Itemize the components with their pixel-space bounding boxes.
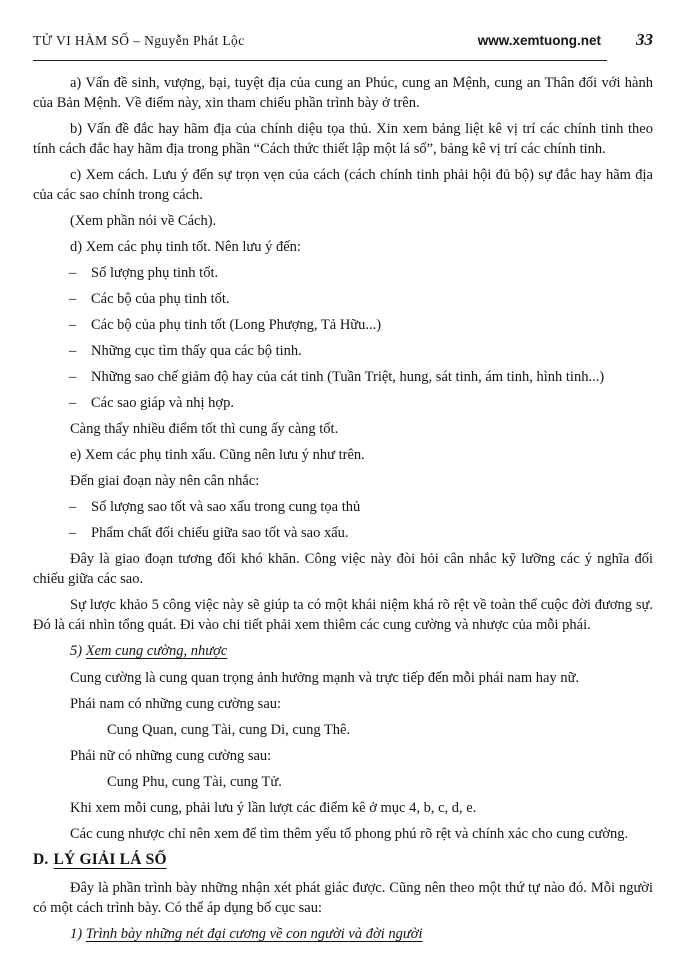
dash-marker: – bbox=[69, 265, 77, 281]
subsection-title: Trình bày những nét đại cương về con người và đời người bbox=[85, 926, 423, 942]
dash-marker: – bbox=[69, 317, 77, 333]
paragraph-a: a) Vấn đề sinh, vượng, bại, tuyệt địa của cung an Phúc, cung an Mệnh, cung an Thân đối với hành của Bản Mệnh. Về điểm này, xin tham chiếu phần trình bày ở trên. bbox=[33, 75, 653, 111]
section-title: LÝ GIẢI LÁ SỐ bbox=[53, 851, 167, 868]
paragraph-phai-nam: Phái nam có những cung cường sau: bbox=[70, 696, 282, 712]
list-item bbox=[33, 367, 653, 387]
website-url: www.xemtuong.net bbox=[477, 33, 601, 48]
paragraph-khi-xem: Khi xem mỗi cung, phải lưu ý lần lượt các điểm kê ở mục 4, b, c, d, e. bbox=[70, 800, 477, 816]
paragraph-c: c) Xem cách. Lưu ý đến sự trọn vẹn của cách (cách chính tinh phải hội đủ bộ) sự đắc hay hãm địa của các sao chính trong cách. bbox=[33, 167, 653, 203]
subsection-number: 1) bbox=[70, 926, 83, 942]
paragraph-cang-thay: Càng thấy nhiều điểm tốt thì cung ấy càng tốt. bbox=[70, 421, 339, 437]
paragraph-b: b) Vấn đề đắc hay hãm địa của chính diệu tọa thủ. Xin xem bảng liệt kê vị trí các chính tinh theo tính cách đắc hay hãm địa trong phần “Cách thức thiết lập một lá số”, bảng kê vị trí các chính tinh. bbox=[33, 121, 653, 157]
book-title: TỬ VI HÀM SỐ – Nguyễn Phát Lộc bbox=[33, 33, 245, 48]
paragraph-d: d) Xem các phụ tinh tốt. Nên lưu ý đến: bbox=[70, 239, 301, 255]
paragraph-su-luoc-khao: Sự lược khảo 5 công việc này sẽ giúp ta có một khái niệm khá rõ rệt về toàn thể cuộc đời đương sự. Đó là cái nhìn tổng quát. Đi vào chi tiết phải xem thiêm các cung cường và nhược của mỗi phái. bbox=[33, 597, 653, 633]
section-letter: D. bbox=[33, 851, 49, 868]
subsection-number: 5) bbox=[70, 643, 83, 659]
page-number: 33 bbox=[636, 30, 653, 49]
paragraph-cung-phu: Cung Phu, cung Tài, cung Tử. bbox=[107, 774, 282, 790]
list-item-text: Số lượng phụ tinh tốt. bbox=[91, 265, 219, 281]
header-rule bbox=[33, 60, 607, 61]
paragraph-day-la-phan: Đây là phần trình bày những nhận xét phát giác được. Cũng nên theo một thứ tự nào đó. Mỗi người có một cách trình bày. Có thể áp dụng bố cục sau: bbox=[33, 880, 653, 916]
subsection-heading-1 bbox=[33, 924, 653, 944]
list-item-text: Số lượng sao tốt và sao xấu trong cung tọa thủ bbox=[91, 499, 361, 515]
subsection-heading-5 bbox=[33, 641, 653, 661]
paragraph-den-giai-doan: Đến giai đoạn này nên cân nhắc: bbox=[70, 473, 260, 489]
subsection-title: Xem cung cường, nhược bbox=[85, 643, 228, 659]
list-item bbox=[33, 289, 653, 309]
paragraph-e: e) Xem các phụ tinh xấu. Cũng nên lưu ý như trên. bbox=[70, 447, 365, 463]
section-heading-d bbox=[33, 850, 653, 870]
list-item bbox=[33, 497, 653, 517]
paragraph-phai-nu: Phái nữ có những cung cường sau: bbox=[70, 748, 272, 764]
dash-marker: – bbox=[69, 395, 77, 411]
dash-marker: – bbox=[69, 499, 77, 515]
dash-marker: – bbox=[69, 291, 77, 307]
paragraph-cung-nhuoc: Các cung nhược chỉ nên xem để tìm thêm yếu tố phong phú rõ rệt và chính xác cho cung cường. bbox=[70, 826, 629, 842]
paragraph-xem-cach: (Xem phần nói về Cách). bbox=[70, 213, 217, 229]
paragraph-cung-cuong: Cung cường là cung quan trọng ảnh hưởng mạnh và trực tiếp đến mỗi phái nam hay nữ. bbox=[70, 670, 580, 686]
list-item bbox=[33, 315, 653, 335]
list-item bbox=[33, 263, 653, 283]
dash-marker: – bbox=[69, 369, 77, 385]
list-item-text: Các sao giáp và nhị hợp. bbox=[91, 395, 234, 411]
list-item-text: Những cục tìm thấy qua các bộ tinh. bbox=[91, 343, 302, 359]
list-item bbox=[33, 393, 653, 413]
list-item bbox=[33, 341, 653, 361]
dash-marker: – bbox=[69, 343, 77, 359]
list-item-text: Các bộ của phụ tinh tốt. bbox=[91, 291, 230, 307]
page-header bbox=[33, 30, 653, 51]
paragraph-cung-quan: Cung Quan, cung Tài, cung Di, cung Thê. bbox=[107, 722, 351, 738]
list-item-text: Phẩm chất đối chiếu giữa sao tốt và sao xấu. bbox=[91, 525, 349, 541]
list-item-text: Những sao chế giảm độ hay của cát tinh (Tuần Triệt, hung, sát tinh, ám tinh, hình tinh...) bbox=[91, 369, 605, 385]
list-item-text: Các bộ của phụ tinh tốt (Long Phượng, Tả Hữu...) bbox=[91, 317, 382, 333]
paragraph-day-la-giao: Đây là giao đoạn tương đối khó khăn. Công việc này đòi hỏi cân nhắc kỹ lưỡng các ý nghĩa đối chiếu giữa các sao. bbox=[33, 551, 653, 587]
list-item bbox=[33, 523, 653, 543]
dash-marker: – bbox=[69, 525, 77, 541]
